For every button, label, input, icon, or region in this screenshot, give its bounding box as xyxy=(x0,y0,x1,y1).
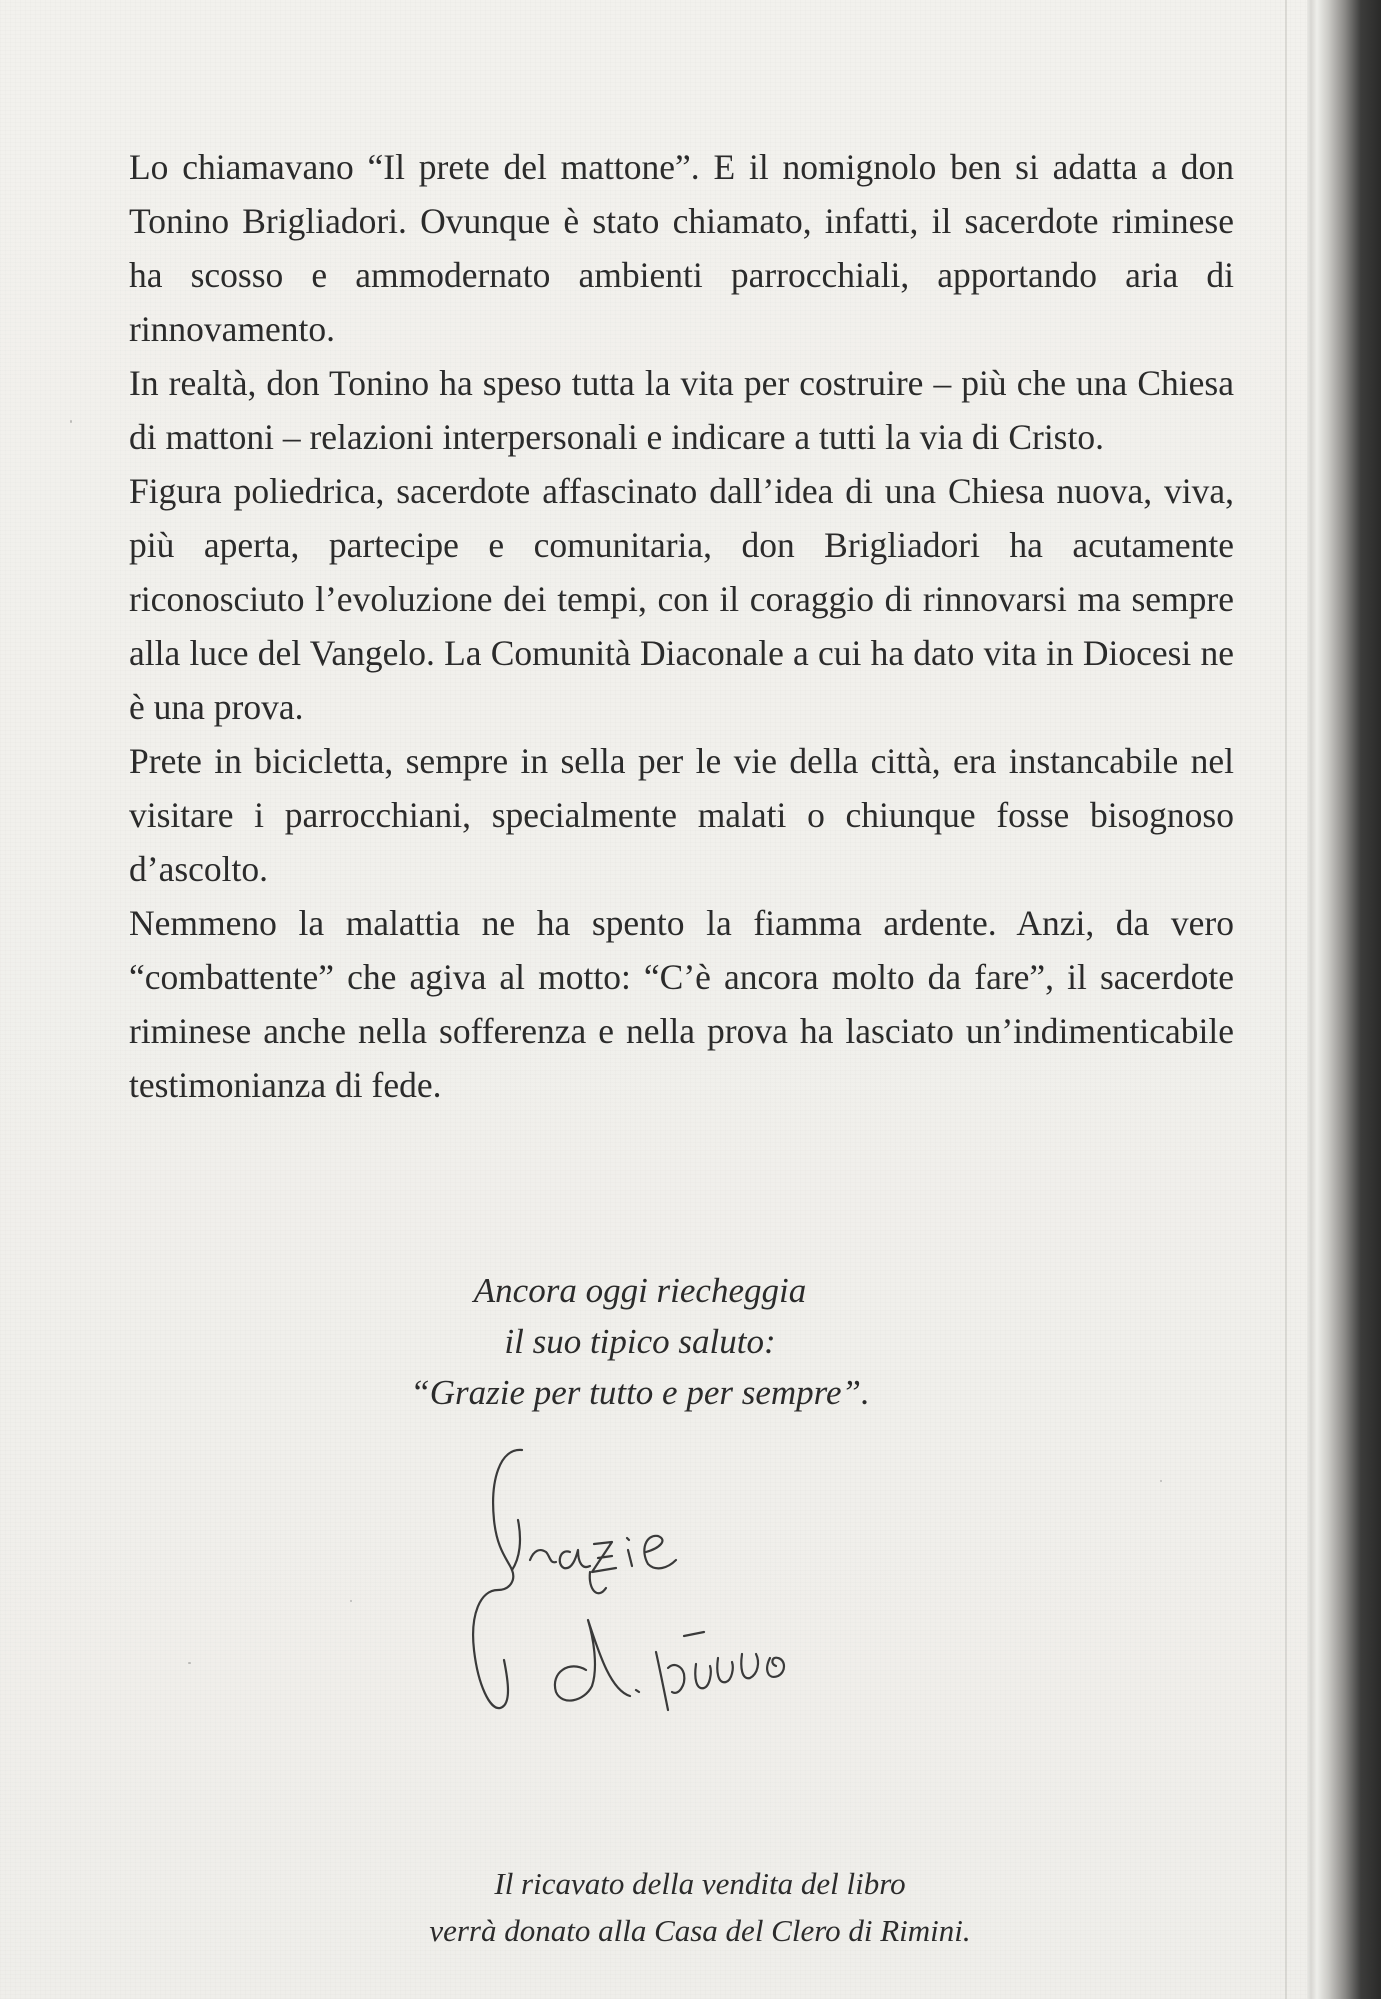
paragraph: Prete in bicicletta, sempre in sella per le vie della città, era instancabile nel visitare i parrocchiani, specialmente malati o chiunque fosse bisognoso d’ascolto. xyxy=(129,741,1234,889)
paragraph: Figura poliedrica, sacerdote affascinato dall’idea di una Chiesa nuova, viva, più aperta, partecipe e comunitaria, don Brigliadori ha acutamente riconosciuto l’evoluzione dei tempi, con il coraggio di rinnovarsi ma sempre alla luce del Vangelo. La Comunità Diaconale a cui ha dato vita in Diocesi ne è una prova. xyxy=(129,471,1234,727)
spine-fold-line xyxy=(1285,0,1287,1999)
motto-line: “Grazie per tutto e per sempre”. xyxy=(410,1373,870,1412)
binding-edge-shadow xyxy=(1307,0,1381,1999)
motto-quote xyxy=(240,1265,1040,1418)
body-text xyxy=(129,140,1234,1112)
footer-line: Il ricavato della vendita del libro xyxy=(494,1866,906,1901)
paragraph: Lo chiamavano “Il prete del mattone”. E il nomignolo ben si adatta a don Tonino Brigliadori. Ovunque è stato chiamato, infatti, il sacerdote riminese ha scosso e ammodernato ambienti parrocchiali, apportando aria di rinnovamento. xyxy=(129,147,1234,349)
footer-line: verrà donato alla Casa del Clero di Rimini. xyxy=(429,1913,971,1948)
paragraph: In realtà, don Tonino ha speso tutta la vita per costruire – più che una Chiesa di mattoni – relazioni interpersonali e indicare a tutti la via di Cristo. xyxy=(129,363,1234,457)
paragraph: Nemmeno la malattia ne ha spento la fiamma ardente. Anzi, da vero “combattente” che agiva al motto: “C’è ancora molto da fare”, il sacerdote riminese anche nella sofferenza e nella prova ha lasciato un’indimenticabile testimonianza di fede. xyxy=(129,903,1234,1105)
motto-line: il suo tipico saluto: xyxy=(504,1322,776,1361)
motto-line: Ancora oggi riecheggia xyxy=(473,1271,807,1310)
footer-note xyxy=(340,1860,1060,1954)
handwritten-signature xyxy=(460,1440,960,1740)
